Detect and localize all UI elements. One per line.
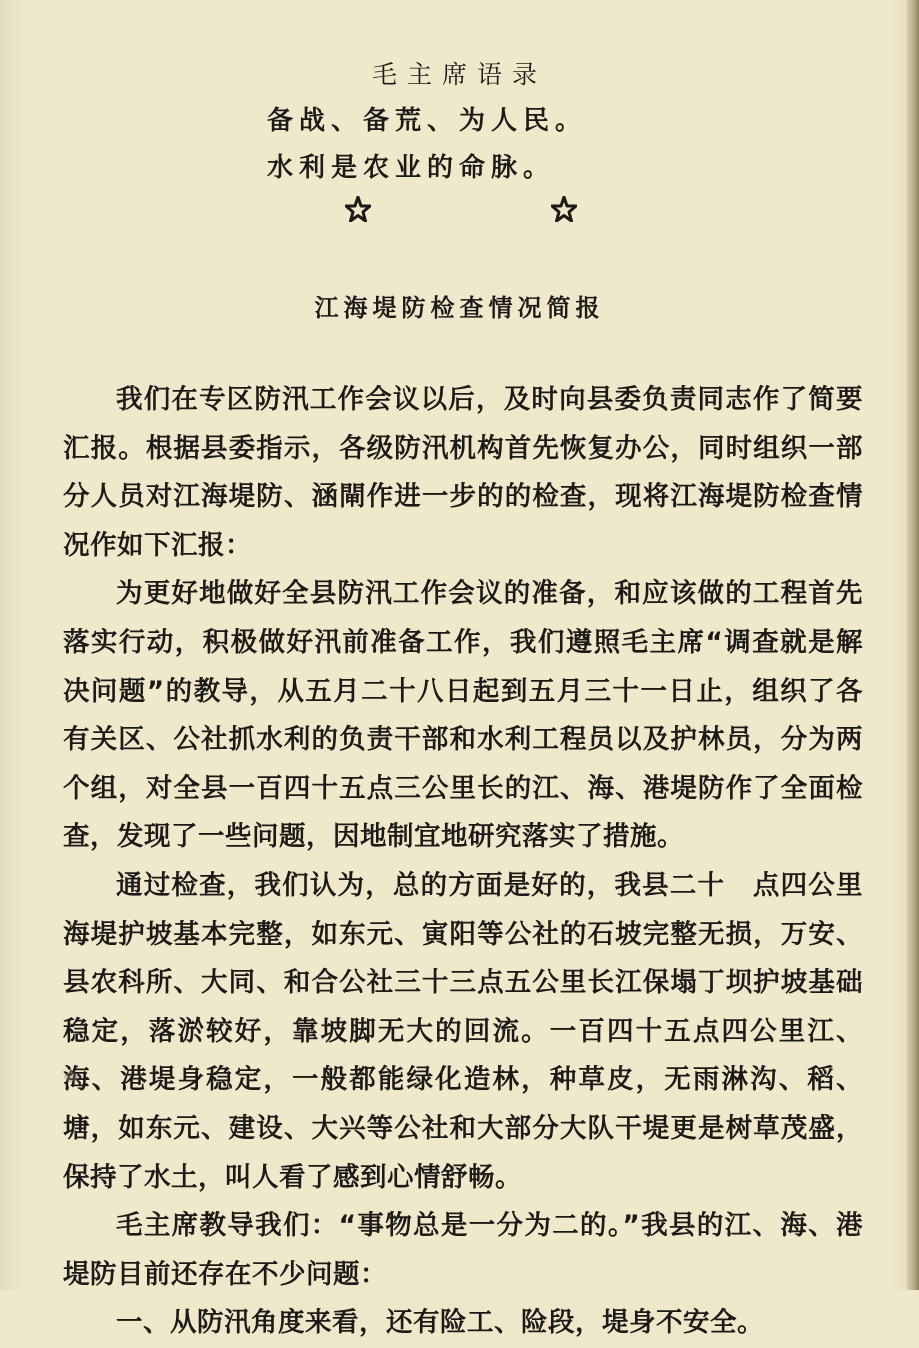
star-icon <box>551 196 577 222</box>
quotation-line-2: 水利是农业的命脉。 <box>267 153 556 183</box>
report-body <box>63 376 863 1348</box>
ink-smudge <box>64 1072 78 1082</box>
star-icon <box>345 196 371 222</box>
page-edge-shadow <box>907 0 919 1290</box>
report-title: 江海堤防检查情况简报 <box>314 294 605 322</box>
paragraph: 毛主席教导我们：“事物总是一分为二的。”我县的江、海、港堤防目前还存在不少问题： <box>63 1210 863 1290</box>
quotation-heading: 毛主席语录 <box>371 60 547 89</box>
paragraph: 我们在专区防汛工作会议以后，及时向县委负责同志作了简要汇报。根据县委指示，各级防汛机构首先恢复办公，同时组织一部分人员对江海堤防、涵閘作进一步的的检查，现将江海堤防检查情况作如下汇报： <box>63 384 863 561</box>
paragraph: 通过检查，我们认为，总的方面是好的，我县二十 点四公里海堤护坡基本完整，如东元、寅阳等公社的石坡完整无损，万安、县农科所、大同、和合公社三十三点五公里长江保塌丁坝护坡基础稳定，落淤较好，靠坡脚无大的回流。一百四十五点四公里江、海、港堤身稳定，一般都能绿化造林，种草皮，无雨淋沟、稻、塘，如东元、建设、大兴等公社和大部分大队干堤更是树草茂盛，保持了水土，叫人看了感到心情舒畅。 <box>63 869 863 1193</box>
star-divider <box>0 196 919 226</box>
paragraph: 一、从防汛角度来看，还有险工、险段，堤身不安全。 <box>116 1307 764 1339</box>
quotation-line-1: 备战、备荒、为人民。 <box>267 106 588 136</box>
paragraph: 为更好地做好全县防汛工作会议的准备，和应该做的工程首先落实行动，积极做好汛前准备工作，我们遵照毛主席“调查就是解决问题”的教导，从五月二十八日起到五月三十一日止，组织了各有关区、公社抓水利的负责干部和水利工程员以及护林员，分为两个组，对全县一百四十五点三公里长的江、海、港堤防作了全面检查，发现了一些问题，因地制宜地研究落实了措施。 <box>63 578 863 853</box>
